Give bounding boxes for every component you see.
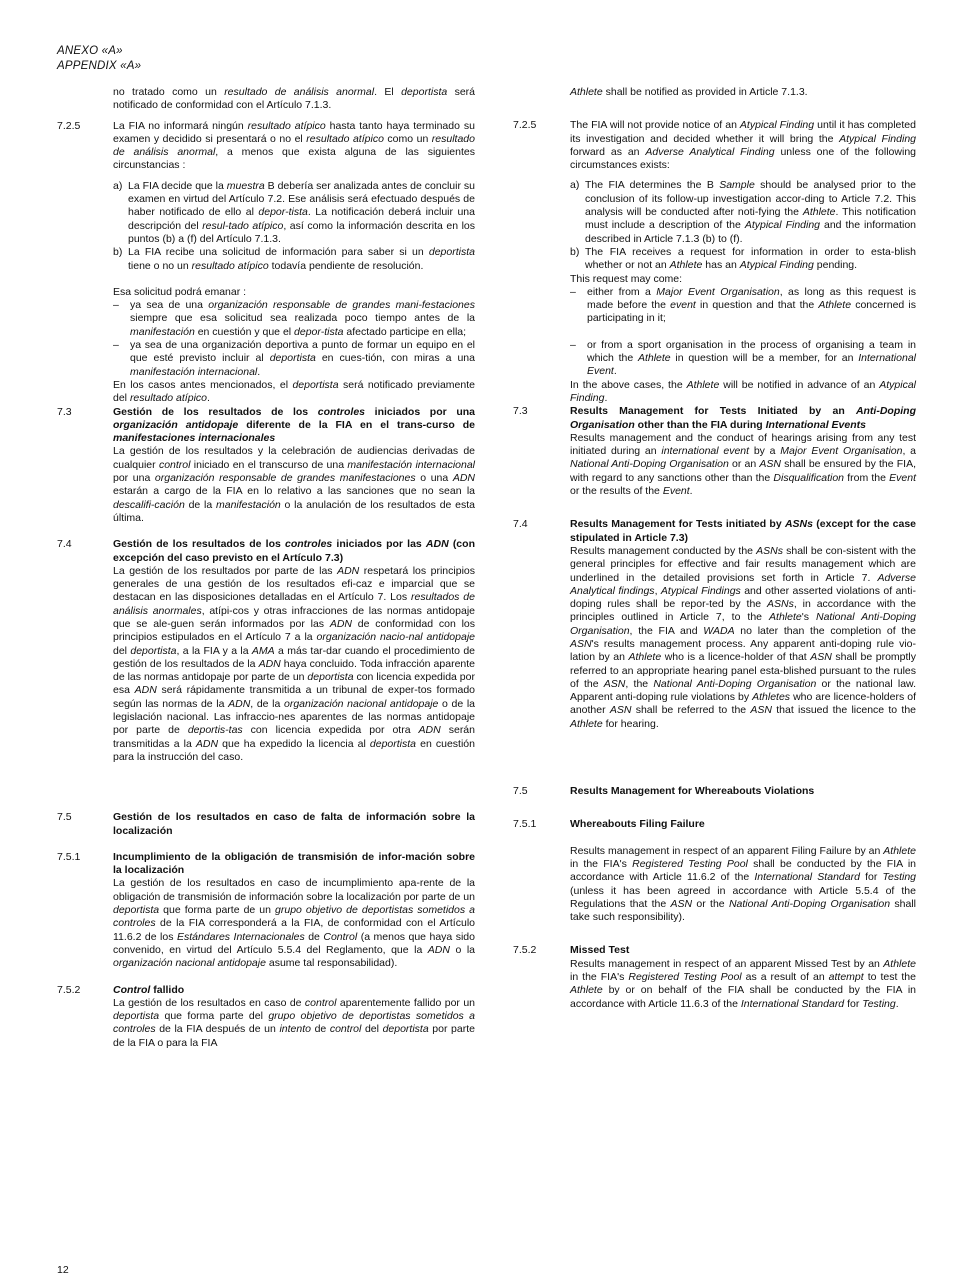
section-7-4-es	[57, 538, 475, 764]
page-number: 12	[57, 1264, 69, 1276]
continuation-text: Athlete shall be notified as provided in Article 7.1.3.	[570, 86, 808, 98]
paragraph-continuation-es	[57, 86, 475, 113]
closing-text-es: En los casos antes mencionados, el deportista será notificado previamente del resultado atípico.	[113, 378, 475, 405]
dash-marker: –	[113, 299, 119, 312]
dash-item-2-en	[570, 339, 916, 379]
section-7-3-paragraph: La gestión de los resultados y la celebración de audiencias derivadas de cualquier control iniciado en el transcurso de una manifestación internacional por una organización responsable de grandes manifestaciones o una ADN estarán a cargo de la FIA en lo relativo a las sanciones que no sean la descalifi-cación de la manifestación o la anulación de los resultados de esta última.	[113, 445, 476, 524]
section-7-5-1-heading: Whereabouts Filing Failure	[570, 818, 705, 831]
section-7-5-1-es	[57, 851, 475, 971]
dash-item-1-text: either from a Major Event Organisation, as long as this request is made before the event in question and that the Athlete concerned is participating in it;	[587, 285, 916, 325]
section-7-5-2-paragraph: La gestión de los resultados en caso de control aparentemente fallido por un deportista que forma parte del grupo objetivo de deportistas sometidos a controles de la FIA después de un intento de control del deportista por parte de la FIA o para la FIA	[113, 996, 476, 1049]
section-7-3-heading: Results Management for Tests Initiated by an Anti-Doping Organisation other than the FIA during International Events	[570, 405, 916, 431]
header-line-appendix: APPENDIX «A»	[57, 59, 142, 72]
section-number-7-5-2: 7.5.2	[513, 944, 537, 957]
section-7-3-en	[513, 405, 916, 498]
section-number-7-4: 7.4	[513, 518, 528, 531]
continuation-text: no tratado como un resultado de análisis anormal. El deportista será notificado de conformidad con el Artículo 7.1.3.	[113, 86, 476, 112]
section-number-7-4: 7.4	[57, 538, 72, 551]
dash-item-1-text: ya sea de una organización responsable de grandes mani-festaciones siempre que esa solicitud sea realizada poco tiempo antes de la manifestación en cuestión y que el depor-tista afectado participe en ella;	[130, 299, 475, 338]
section-7-5-1-heading: Incumplimiento de la obligación de transmisión de infor-mación sobre la localización	[113, 850, 475, 877]
section-7-5-en	[513, 785, 916, 798]
dash-marker: –	[113, 339, 119, 352]
section-7-5-heading: Gestión de los resultados en caso de falta de información sobre la localización	[113, 811, 475, 837]
section-7-5-2-es	[57, 984, 475, 1050]
dash-item-2-text: or from a sport organisation in the process of organising a team in which the Athlete in question will be a member, for an International Event.	[587, 338, 916, 378]
section-7-5-1-paragraph: Results management in respect of an apparent Filing Failure by an Athlete in the FIA's Registered Testing Pool shall be conducted by the FIA in accordance with Article 11.6.2 of the International Standard for Testing (unless it has been agreed in accordance with Article 5.5.4 of the Regulations that the ASN or the National Anti-Doping Organisation shall take such responsibility).	[570, 844, 916, 924]
request-intro-es: Esa solicitud podrá emanar :	[113, 285, 247, 298]
section-7-4-en	[513, 518, 916, 731]
sub-item-a-text: La FIA decide que la muestra B debería ser analizada antes de concluir su examen en virtud del Artículo 7.2. Ese análisis será efectuado después de haber notificado de ello al depor-tista. La notificación deberá incluir una descripción del resul-tado atípico, así como la información descrita en los puntos (b) a (f) del Artículo 7.1.3.	[128, 179, 475, 245]
section-number-7-5: 7.5	[513, 785, 528, 798]
section-number-7-5: 7.5	[57, 811, 72, 824]
section-7-4-paragraph: Results management conducted by the ASNs shall be con-sistent with the general principles for effective and fair results management which are underlined in the detailed provisions set forth in Article 7. Adverse Analytical findings, Atypical Findings and other asserted violations of anti-doping rules shall be repor-ted by the ASNs, in accordance with the principles outlined in Article 7, to the Athlete's National Anti-Doping Organisation, the FIA and WADA no later than the completion of the ASN's results management process. Any apparent anti-doping rule vio-lation by an Athlete who is a licence-holder of that ASN shall be promptly referred to an appropriate hearing panel esta-blished pursuant to the rules of the ASN, the National Anti-Doping Organisation or the national law. Apparent anti-doping rule violations by Athletes who are licence-holders of another ASN shall be referred to the ASN that issued the licence to the Athlete for hearing.	[570, 544, 917, 730]
section-7-4-paragraph: La gestión de los resultados por parte de las ADN respetará los principios generales de una gestión de los resultados efi-caz e imparcial que se destacan en las disposiciones detalladas en el Artículo 7. Los resultados de análisis anormales, atípi-cos y otras infracciones de las normas antidopaje que se ale-guen serán informados por las ADN de conformidad con los principios estipulados en el Artículo 7 a la organización nacio-nal antidopaje del deportista, a la FIA y a la AMA a más tar-dar cuando el procedimiento de gestión de los resultados de la ADN haya concluido. Toda infracción aparente de las normas antidopaje por parte de un deportista con licencia expedida por esa ADN será rápidamente transmitida a un tribunal de exper-tos formado según las normas de la ADN, de la organización nacional antidopaje o de la legislación nacional. Las infraccio-nes aparentes de las normas antidopaje por parte de deportis-tas con licencia expedida por otra ADN serán transmitidas a la ADN que ha expedido la licencia al deportista en cuestión para la instrucción del caso.	[113, 564, 476, 763]
section-7-3-paragraph: Results management and the conduct of hearings arising from any test initiated during an international event by a Major Event Organisation, a National Anti-Doping Organisation or an ASN shall be ensured by the FIA, with regard to any sanctions other than the Disqualification from the Event or the results of the Event.	[570, 431, 917, 498]
dash-item-2-es	[113, 339, 475, 379]
section-7-5-2-en	[513, 944, 916, 1010]
section-7-5-1-en	[513, 818, 916, 924]
section-7-4-heading: Gestión de los resultados de los controles iniciados por las ADN (con excepción del caso previsto en el Artículo 7.3)	[113, 538, 475, 564]
section-number-7-3: 7.3	[57, 405, 72, 418]
english-column	[480, 86, 961, 1050]
section-number-7-5-1: 7.5.1	[513, 818, 537, 831]
closing-text-en: In the above cases, the Athlete will be notified in advance of an Atypical Finding.	[570, 378, 916, 404]
sub-item-a-marker: a)	[113, 179, 123, 192]
sub-item-b-text: La FIA recibe una solicitud de información para saber si un deportista tiene o no un resultado atípico todavía pendiente de resolución.	[128, 246, 475, 272]
document-header	[57, 44, 141, 73]
two-column-layout	[0, 86, 961, 1050]
section-number-7-5-2: 7.5.2	[57, 983, 81, 996]
section-number-7-2-5: 7.2.5	[513, 119, 537, 132]
sub-item-a-en	[570, 179, 916, 245]
dash-marker: –	[570, 338, 576, 351]
section-number-7-5-1: 7.5.1	[57, 850, 81, 863]
section-number-7-3: 7.3	[513, 405, 528, 418]
section-7-2-5-es	[57, 120, 475, 406]
sub-item-b-marker: b)	[570, 245, 580, 258]
section-7-2-5-paragraph: La FIA no informará ningún resultado atípico hasta tanto haya terminado su examen y decidido si presentará o no el resultado atípico como un resultado de análisis anormal, a menos que exista alguna de las siguientes circunstancias :	[113, 119, 475, 172]
sub-item-a-marker: a)	[570, 179, 580, 192]
spanish-column	[0, 86, 480, 1050]
paragraph-continuation-en	[513, 86, 916, 99]
section-7-5-2-heading: Missed Test	[570, 944, 630, 957]
sub-item-a-text: The FIA determines the B Sample should be analysed prior to the conclusion of its follow-up investigation accor-ding to Article 7.2. This analysis will be conducted after noti-fying the Athlete. This notification must include a description of the Atypical Finding and the information described in Article 7.1.3 (b) to (f).	[585, 179, 917, 245]
header-line-anexo: ANEXO «A»	[57, 45, 123, 57]
section-7-2-5-en	[513, 119, 916, 405]
sub-item-b-es	[113, 246, 475, 273]
sub-item-b-text: The FIA receives a request for information in order to esta-blish whether or not an Athlete has an Atypical Finding pending.	[585, 245, 916, 272]
dash-item-2-text: ya sea de una organización deportiva a punto de formar un equipo en el que esté previsto incluir al deportista en cues-tión, con miras a una manifestación internacional.	[130, 339, 475, 378]
section-7-5-1-paragraph: La gestión de los resultados en caso de incumplimiento apa-rente de la obligación de transmisión de información sobre la localización por parte de un deportista que forma parte de un grupo objetivo de deportistas sometidos a controles de la FIA corresponderá a la FIA, de conformidad con el Artículo 11.6.2 de los Estándares Internacionales de Control (a menos que haya sido convenido, en virtud del Artículo 5.5.4 del Reglamento, que la ADN o la organización nacional antidopaje asume tal responsabilidad).	[113, 877, 475, 970]
section-7-3-es	[57, 406, 475, 526]
dash-item-1-es	[113, 299, 475, 339]
section-7-2-5-paragraph: The FIA will not provide notice of an Atypical Finding until it has completed its investigation and decided whether it will bring the Atypical Finding forward as an Adverse Analytical Finding unless one of the following circumstances exists:	[570, 119, 916, 172]
sub-item-b-en	[570, 246, 916, 273]
section-7-5-heading: Results Management for Whereabouts Violations	[570, 785, 815, 798]
dash-item-1-en	[570, 286, 916, 326]
section-7-3-heading: Gestión de los resultados de los controles iniciados por una organización antidopaje diferente de la FIA en el trans-curso de manifestaciones internacionales	[113, 405, 475, 445]
sub-item-b-marker: b)	[113, 246, 123, 259]
request-intro-en: This request may come:	[570, 272, 683, 285]
section-7-5-es	[57, 811, 475, 838]
section-7-5-2-paragraph: Results management in respect of an apparent Missed Test by an Athlete in the FIA's Registered Testing Pool as a result of an attempt to test the Athlete by or on behalf of the FIA shall be conducted by the FIA in accordance with Article 11.6.3 of the International Standard for Testing.	[570, 957, 916, 1010]
section-number-7-2-5: 7.2.5	[57, 119, 81, 132]
dash-marker: –	[570, 285, 576, 298]
section-7-4-heading: Results Management for Tests initiated by ASNs (except for the case stipulated in Article 7.3)	[570, 518, 916, 544]
sub-item-a-es	[113, 180, 475, 246]
section-7-5-2-heading: Control fallido	[113, 983, 185, 996]
